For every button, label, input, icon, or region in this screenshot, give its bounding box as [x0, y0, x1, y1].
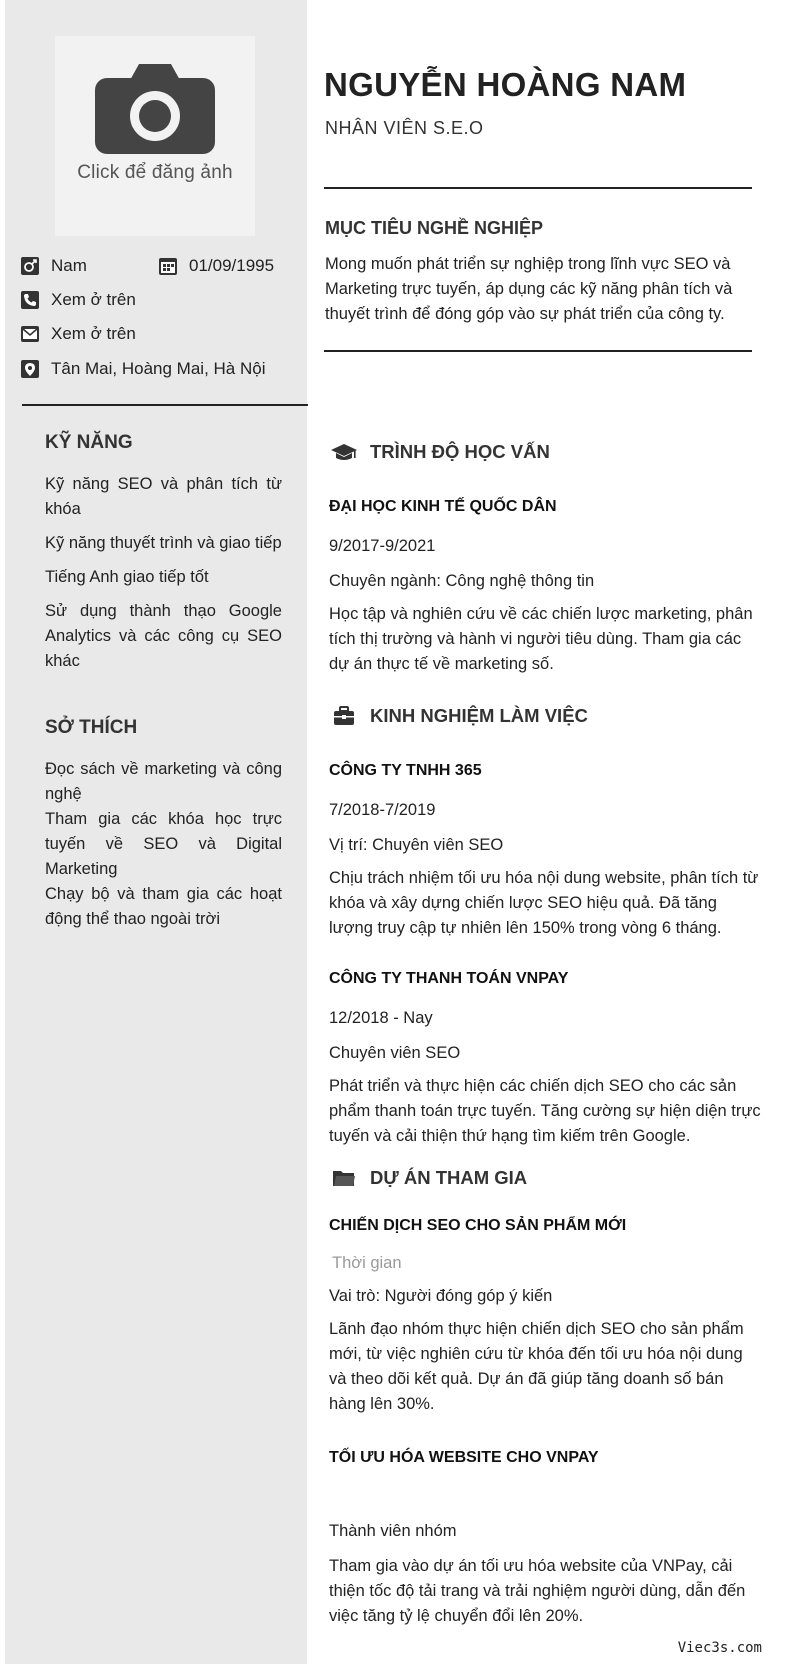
hobby-item: Chạy bộ và tham gia các hoạt động thể thao ngoài trời: [45, 885, 282, 928]
skills-heading: KỸ NĂNG: [45, 432, 133, 453]
watermark: Viec3s.com: [677, 1640, 762, 1656]
project-role: Vai trò: Người đóng góp ý kiến: [329, 1287, 553, 1305]
email-icon: [20, 324, 40, 344]
education-heading: [330, 441, 550, 463]
address-value: Tân Mai, Hoàng Mai, Hà Nội: [51, 359, 266, 378]
birthday-value: 01/09/1995: [189, 256, 275, 275]
hobbies-heading: SỞ THÍCH: [45, 717, 138, 738]
location-icon: [20, 359, 40, 379]
project-description: Tham gia vào dự án tối ưu hóa website của VNPay, cải thiện tốc độ tải trang và trải nghiệm người dùng, dẫn đến việc tăng tỷ lệ chuyển đổi lên 20%.: [329, 1557, 746, 1625]
skill-item: Sử dụng thành thạo Google Analytics và các công cụ SEO khác: [45, 602, 282, 670]
job-block: [329, 762, 764, 941]
calendar-icon: [158, 256, 178, 276]
photo-upload[interactable]: [55, 36, 255, 236]
skills-list: [45, 472, 282, 683]
education-block: [329, 498, 764, 677]
project-name: CHIẾN DỊCH SEO CHO SẢN PHẨM MỚI: [329, 1217, 627, 1234]
job-period: 7/2018-7/2019: [329, 801, 436, 819]
objective-heading: MỤC TIÊU NGHỀ NGHIỆP: [325, 218, 544, 238]
experience-heading: [330, 705, 588, 727]
project-description: Lãnh đạo nhóm thực hiện chiến dịch SEO cho sản phẩm mới, từ việc nghiên cứu từ khóa đến tối ưu hóa nội dung và theo dõi kết quả. Dự án đã giúp tăng doanh số bán hàng lên 30%.: [329, 1320, 744, 1413]
left-sidebar: [5, 0, 307, 1664]
graduation-cap-icon: [330, 441, 358, 463]
job-position: Chuyên viên SEO: [329, 1044, 461, 1062]
email-row: [20, 324, 136, 344]
hobby-item: Đọc sách về marketing và công nghệ: [45, 760, 282, 803]
hobby-item: Tham gia các khóa học trực tuyến về SEO và Digital Marketing: [45, 810, 282, 878]
sidebar-divider: [22, 404, 308, 406]
candidate-name: NGUYỄN HOÀNG NAM: [324, 66, 687, 103]
project-block: [329, 1449, 764, 1629]
job-title: NHÂN VIÊN S.E.O: [325, 118, 484, 138]
folder-icon: [330, 1167, 358, 1189]
email-value: Xem ở trên: [51, 324, 136, 343]
skill-item: Kỹ năng SEO và phân tích từ khóa: [45, 475, 282, 518]
projects-heading: [330, 1167, 527, 1189]
education-heading-text: TRÌNH ĐỘ HỌC VẤN: [370, 441, 550, 462]
objective-divider: [324, 350, 752, 352]
skill-item: Kỹ năng thuyết trình và giao tiếp: [45, 534, 282, 552]
phone-icon: [20, 290, 40, 310]
phone-row: [20, 290, 136, 310]
projects-heading-text: DỰ ÁN THAM GIA: [370, 1167, 528, 1188]
project-name: TỐI ƯU HÓA WEBSITE CHO VNPAY: [329, 1449, 599, 1466]
education-major: Chuyên ngành: Công nghệ thông tin: [329, 572, 595, 590]
education-period: 9/2017-9/2021: [329, 537, 436, 555]
project-time-placeholder[interactable]: Thời gian: [332, 1254, 402, 1272]
school-name: ĐẠI HỌC KINH TẾ QUỐC DÂN: [329, 498, 557, 515]
project-role: Thành viên nhóm: [329, 1522, 457, 1540]
job-position: Vị trí: Chuyên viên SEO: [329, 836, 504, 854]
job-period: 12/2018 - Nay: [329, 1009, 433, 1027]
gender-icon: [20, 256, 40, 276]
birthday-row: [158, 256, 274, 276]
phone-value: Xem ở trên: [51, 290, 136, 309]
job-block: [329, 970, 764, 1149]
company-name: CÔNG TY TNHH 365: [329, 762, 482, 779]
photo-caption: Click để đăng ảnh: [77, 162, 233, 183]
address-row: [20, 359, 265, 379]
header-divider: [324, 187, 752, 189]
project-block: [329, 1217, 764, 1417]
camera-icon: [95, 64, 215, 154]
objective-text: Mong muốn phát triển sự nghiệp trong lĩnh vực SEO và Marketing trực tuyến, áp dụng các kỹ năng phân tích và thuyết trình để đóng góp vào sự phát triển của công ty.: [325, 255, 733, 323]
job-description: Phát triển và thực hiện các chiến dịch SEO cho các sản phẩm thanh toán trực tuyến. Tăng cường sự hiện diện trực tuyến và cải thiện thứ hạng tìm kiếm trên Google.: [329, 1077, 761, 1145]
hobbies-list: [45, 757, 282, 932]
company-name: CÔNG TY THANH TOÁN VNPAY: [329, 970, 569, 987]
gender-value: Nam: [51, 256, 87, 275]
education-description: Học tập và nghiên cứu về các chiến lược marketing, phân tích thị trường và hành vi người tiêu dùng. Tham gia các dự án thực tế về marketing số.: [329, 605, 753, 673]
job-description: Chịu trách nhiệm tối ưu hóa nội dung website, phân tích từ khóa và xây dựng chiến lược SEO hiệu quả. Đã tăng lượng truy cập tự nhiên lên 150% trong vòng 6 tháng.: [329, 869, 759, 937]
gender-row: [20, 256, 87, 276]
briefcase-icon: [330, 705, 358, 727]
skill-item: Tiếng Anh giao tiếp tốt: [45, 568, 209, 586]
experience-heading-text: KINH NGHIỆM LÀM VIỆC: [370, 705, 588, 726]
